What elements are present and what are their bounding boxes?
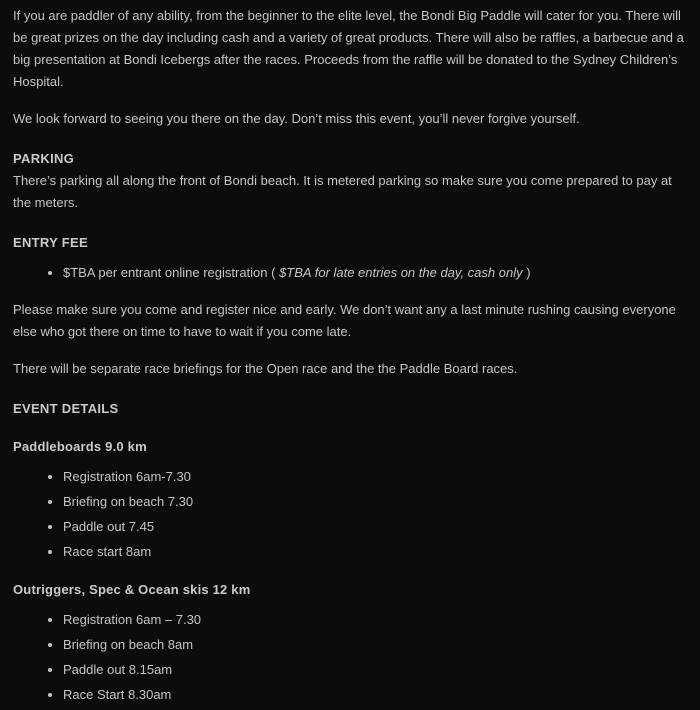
parking-heading: PARKING: [13, 151, 75, 166]
intro-paragraph: If you are paddler of any ability, from the beginner to the elite level, the Bondi Big Paddle will cater for you. There will be great prizes on the day including cash and a variety of great products. There will also be raffles, a barbecue and a big presentation at Bondi Icebergs after the races. Proceeds from the raffle will be donated to the Sydney Children’s Hospital.: [13, 8, 684, 89]
entry-fee-item-late-note: $TBA for late entries on the day, cash only: [279, 265, 523, 280]
list-item: • Briefing on beach 8am: [63, 634, 687, 656]
outriggers-schedule-list: [13, 609, 687, 706]
event-details-heading: EVENT DETAILS: [13, 401, 119, 416]
paddleboards-title: Paddleboards 9.0 km: [13, 439, 147, 454]
list-item: • Registration 6am-7.30: [63, 466, 687, 488]
list-item: • Registration 6am – 7.30: [63, 609, 687, 631]
entry-fee-list: [13, 262, 687, 284]
parking-paragraph: There’s parking all along the front of Bondi beach. It is metered parking so make sure you come prepared to pay at the meters.: [13, 173, 672, 210]
outriggers-title: Outriggers, Spec & Ocean skis 12 km: [13, 582, 251, 597]
list-item: • Paddle out 8.15am: [63, 659, 687, 681]
entry-fee-item-close: ): [522, 265, 531, 280]
entry-fee-heading: ENTRY FEE: [13, 235, 88, 250]
register-early-paragraph: Please make sure you come and register nice and early. We don’t want any a last minute rushing causing everyone else who got there on time to have to wait if you come late.: [13, 302, 676, 339]
entry-fee-item: [63, 262, 687, 284]
paddleboards-schedule-list: [13, 466, 687, 563]
entry-fee-item-text: $TBA per entrant online registration (: [63, 265, 280, 280]
list-item: • Paddle out 7.45: [63, 516, 687, 538]
list-item: • Race Start 8.30am: [63, 684, 687, 706]
look-forward-paragraph: We look forward to seeing you there on the day. Don’t miss this event, you’ll never forgive yourself.: [13, 111, 580, 126]
list-item: • Briefing on beach 7.30: [63, 491, 687, 513]
race-briefings-paragraph: There will be separate race briefings for the Open race and the the Paddle Board races.: [13, 361, 518, 376]
list-item: • Race start 8am: [63, 541, 687, 563]
